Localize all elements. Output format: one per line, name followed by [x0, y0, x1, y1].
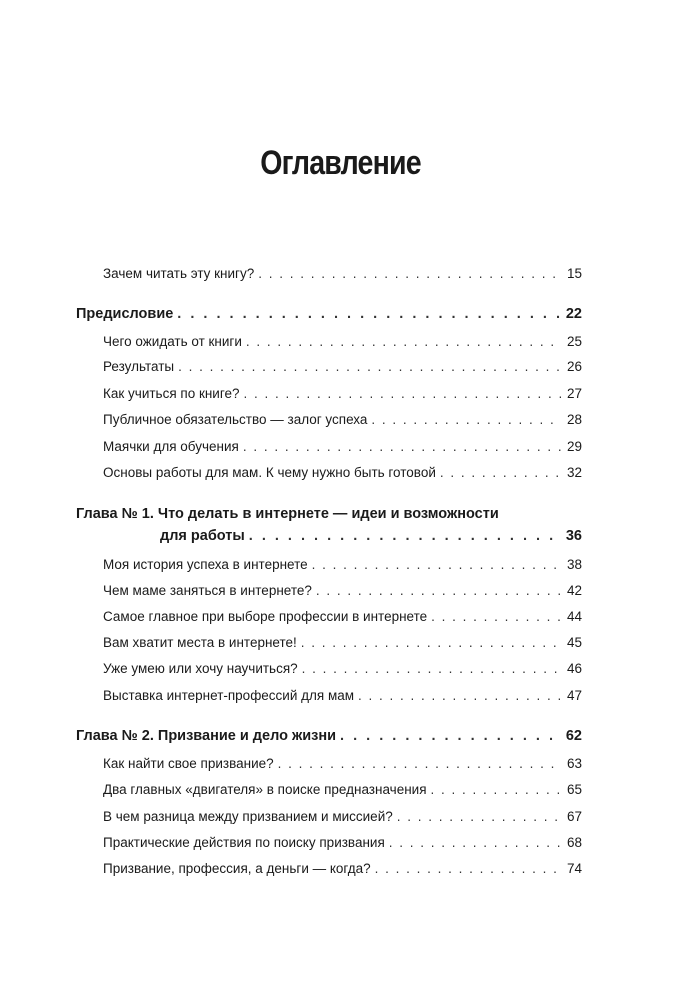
toc-page-number: 28: [566, 412, 582, 427]
toc-heading-label: для работы: [160, 528, 245, 544]
dot-leader: [244, 385, 561, 403]
toc-entry-label: Моя история успеха в интернете: [103, 557, 308, 572]
dot-leader: [431, 781, 561, 799]
dot-leader: [302, 660, 561, 678]
toc-entry[interactable]: [103, 634, 582, 652]
toc-page-number: 26: [566, 359, 582, 374]
toc-page-number: 38: [566, 557, 582, 572]
toc-entry[interactable]: [103, 358, 582, 376]
dot-leader: [301, 634, 561, 652]
toc-entry-label: Самое главное при выборе профессии в интернете: [103, 609, 428, 624]
toc-heading[interactable]: [76, 727, 582, 745]
toc-entry[interactable]: [103, 464, 582, 482]
dot-leader: [278, 755, 561, 773]
dot-leader: [243, 438, 561, 456]
dot-leader: [397, 808, 561, 826]
toc-entry[interactable]: [103, 834, 582, 852]
dot-leader: [316, 582, 561, 600]
toc-entry[interactable]: [103, 660, 582, 678]
toc-entry[interactable]: [103, 755, 582, 773]
toc-entry-label: Результаты: [103, 359, 175, 374]
toc-entry-label: Чем маме заняться в интернете?: [103, 583, 312, 598]
toc-page-number: 27: [566, 386, 582, 401]
toc-entry-label: Выставка интернет-профессий для мам: [103, 688, 355, 703]
toc-page-number: 65: [566, 782, 582, 797]
toc-entry-label: Уже умею или хочу научиться?: [103, 661, 298, 676]
dot-leader: [340, 727, 560, 745]
toc-page-number: 22: [565, 306, 582, 322]
toc-page-number: 44: [566, 609, 582, 624]
toc-entry-label: Публичное обязательство — залог успеха: [103, 412, 368, 427]
dot-leader: [246, 333, 561, 351]
toc-page-number: 63: [566, 756, 582, 771]
dot-leader: [178, 358, 561, 376]
toc-entry-label: Призвание, профессия, а деньги — когда?: [103, 861, 371, 876]
dot-leader: [371, 411, 561, 429]
toc-page-number: 29: [566, 439, 582, 454]
toc-entry[interactable]: [103, 265, 582, 283]
dot-leader: [375, 860, 561, 878]
chapter-1-title-line1[interactable]: Глава № 1. Что делать в интернете — идеи и возможности: [76, 506, 499, 522]
toc-page-number: 36: [565, 528, 582, 544]
dot-leader: [312, 556, 561, 574]
toc-page-number: 67: [566, 809, 582, 824]
toc-entry[interactable]: [103, 687, 582, 705]
toc-page-number: 46: [566, 661, 582, 676]
dot-leader: [358, 687, 561, 705]
toc-entry-label: Как учиться по книге?: [103, 386, 240, 401]
toc-heading-label: Предисловие: [76, 306, 174, 322]
toc-entry-label: Маячки для обучения: [103, 439, 239, 454]
toc-entry[interactable]: [103, 608, 582, 626]
toc-entry[interactable]: [103, 438, 582, 456]
toc-entry-label: Основы работы для мам. К чему нужно быть готовой: [103, 465, 436, 480]
toc-page-number: 47: [566, 688, 582, 703]
dot-leader: [249, 527, 560, 545]
toc-entry[interactable]: [103, 808, 582, 826]
toc-entry[interactable]: [103, 556, 582, 574]
toc-entry-label: В чем разница между призванием и миссией?: [103, 809, 393, 824]
toc-entry-label: Зачем читать эту книгу?: [103, 266, 255, 281]
toc-page-number: 68: [566, 835, 582, 850]
toc-entry[interactable]: [103, 781, 582, 799]
toc-entry[interactable]: [103, 385, 582, 403]
toc-entry-label: Вам хватит места в интернете!: [103, 635, 297, 650]
toc-entry-label: Практические действия по поиску призвания: [103, 835, 385, 850]
dot-leader: [258, 265, 561, 283]
toc-page-number: 74: [566, 861, 582, 876]
dot-leader: [389, 834, 561, 852]
toc-heading[interactable]: [76, 305, 582, 323]
dot-leader: [440, 464, 561, 482]
toc-entry[interactable]: [103, 582, 582, 600]
toc-page-number: 62: [565, 728, 582, 744]
page-title: Оглавление: [260, 144, 421, 182]
toc-entry[interactable]: [103, 333, 582, 351]
toc-entry[interactable]: [103, 411, 582, 429]
toc-page-number: 32: [566, 465, 582, 480]
toc-page-number: 15: [566, 266, 582, 281]
toc-heading-label: Глава № 2. Призвание и дело жизни: [76, 728, 337, 744]
toc-entry-label: Два главных «двигателя» в поиске предназначения: [103, 782, 427, 797]
toc-heading[interactable]: [160, 527, 582, 545]
toc-entry-label: Чего ожидать от книги: [103, 334, 242, 349]
toc-page-number: 25: [566, 334, 582, 349]
dot-leader: [431, 608, 561, 626]
toc-page-number: 42: [566, 583, 582, 598]
dot-leader: [177, 305, 560, 323]
toc-entry-label: Как найти свое призвание?: [103, 756, 274, 771]
toc-entry[interactable]: [103, 860, 582, 878]
toc-page-number: 45: [566, 635, 582, 650]
